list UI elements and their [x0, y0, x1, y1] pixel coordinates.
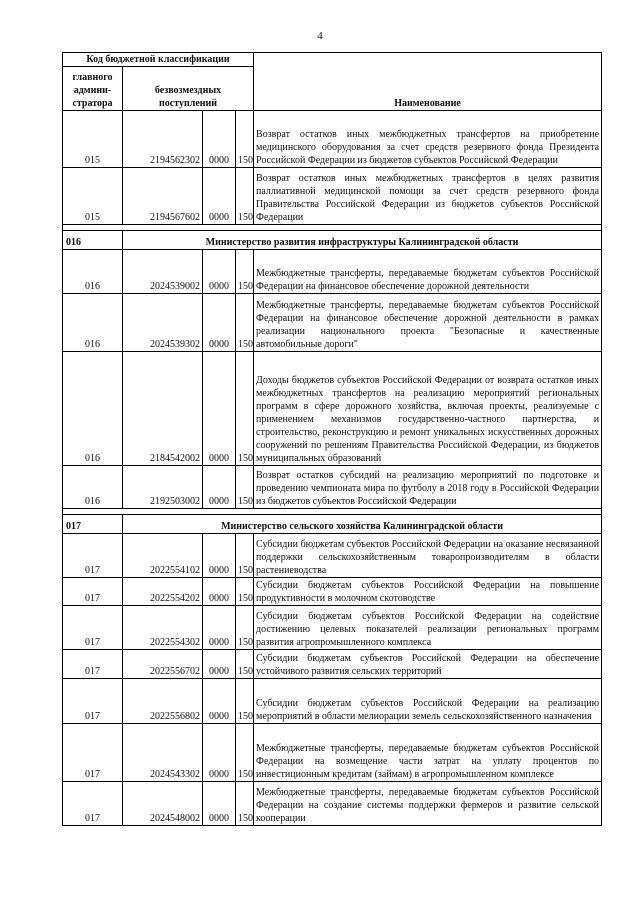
classifier-code-cell: 150 — [236, 466, 254, 509]
program-code-cell: 0000 — [203, 606, 236, 650]
classifier-code-cell: 150 — [236, 168, 254, 225]
program-code-cell: 0000 — [203, 168, 236, 225]
table-row — [63, 168, 602, 225]
name-cell: Субсидии бюджетам субъектов Российской Федерации на реализацию мероприятий в области мелиорации земель сельскохозяйственного назначения — [254, 679, 602, 724]
income-code-cell: 2194562302 — [123, 111, 203, 168]
classifier-code-cell: 150 — [236, 352, 254, 466]
classifier-code-cell: 150 — [236, 534, 254, 578]
income-code-cell: 2022556702 — [123, 650, 203, 679]
section-header-row — [63, 231, 602, 250]
section-title: Министерство развития инфраструктуры Калининградской области — [123, 231, 602, 250]
section-admin-code: 016 — [63, 231, 123, 250]
income-code-cell: 2022556802 — [123, 679, 203, 724]
income-code-cell: 2022554302 — [123, 606, 203, 650]
classifier-code-cell: 150 — [236, 250, 254, 294]
classifier-code-cell: 150 — [236, 606, 254, 650]
income-code-cell: 2184542002 — [123, 352, 203, 466]
admin-code-cell: 017 — [63, 782, 123, 826]
name-cell: Доходы бюджетов субъектов Российской Федерации от возврата остатков иных межбюджетных трансфертов на реализацию мероприятий региональных программ в сфере дорожного хозяйства, включая проекты, реализуемые с применением механизмов государственно-частного партнерства, и строительство, реконструкцию и ремонт уникальных искусственных дорожных сооружений по решениям Правительства Российской Федерации, из бюджетов муниципальных образований — [254, 352, 602, 466]
program-code-cell: 0000 — [203, 650, 236, 679]
table-body — [63, 53, 602, 826]
name-cell: Субсидии бюджетам субъектов Российской Федерации на повышение продуктивности в молочном скотоводстве — [254, 578, 602, 606]
classifier-code-cell: 150 — [236, 782, 254, 826]
table-row — [63, 782, 602, 826]
header-row-group — [63, 53, 602, 67]
header-name-label: Наименование — [254, 53, 602, 111]
name-cell: Межбюджетные трансферты, передаваемые бюджетам субъектов Российской Федерации на создание системы поддержки фермеров и развитие сельской кооперации — [254, 782, 602, 826]
header-income-label: безвозмездных поступлений — [123, 67, 254, 111]
table-row — [63, 111, 602, 168]
income-code-cell: 2022554202 — [123, 578, 203, 606]
header-admin-label: главного админи-стратора — [63, 67, 123, 111]
name-cell: Межбюджетные трансферты, передаваемые бюджетам субъектов Российской Федерации на финансовое обеспечение дорожной деятельности в рамках реализации национального проекта "Безопасные и качественные автомобильные дороги" — [254, 294, 602, 352]
program-code-cell: 0000 — [203, 352, 236, 466]
page-number: 4 — [317, 30, 323, 42]
program-code-cell: 0000 — [203, 294, 236, 352]
classifier-code-cell: 150 — [236, 578, 254, 606]
admin-code-cell: 015 — [63, 168, 123, 225]
admin-code-cell: 016 — [63, 352, 123, 466]
admin-code-cell: 016 — [63, 466, 123, 509]
admin-code-cell: 017 — [63, 679, 123, 724]
admin-code-cell: 017 — [63, 724, 123, 782]
section-admin-code: 017 — [63, 515, 123, 534]
classifier-code-cell: 150 — [236, 679, 254, 724]
program-code-cell: 0000 — [203, 578, 236, 606]
program-code-cell: 0000 — [203, 679, 236, 724]
classifier-code-cell: 150 — [236, 111, 254, 168]
table-row — [63, 352, 602, 466]
admin-code-cell: 017 — [63, 650, 123, 679]
table-row — [63, 578, 602, 606]
name-cell: Субсидии бюджетам субъектов Российской Федерации на оказание несвязанной поддержки сельскохозяйственным товаропроизводителям в области растениеводства — [254, 534, 602, 578]
table-row — [63, 294, 602, 352]
name-cell: Возврат остатков субсидий на реализацию мероприятий по подготовке и проведению чемпионата мира по футболу в 2018 году в Российской Федерации из бюджетов субъектов Российской Федерации — [254, 466, 602, 509]
program-code-cell: 0000 — [203, 782, 236, 826]
classifier-code-cell: 150 — [236, 650, 254, 679]
income-code-cell: 2194567602 — [123, 168, 203, 225]
classifier-code-cell: 150 — [236, 724, 254, 782]
income-code-cell: 2024539002 — [123, 250, 203, 294]
table-row — [63, 679, 602, 724]
classifier-code-cell: 150 — [236, 294, 254, 352]
budget-classification-table — [62, 52, 602, 826]
name-cell: Возврат остатков иных межбюджетных трансфертов в целях развития паллиативной медицинской помощи за счет средств резервного фонда Правительства Российской Федерации из бюджетов субъектов Российской Федерации — [254, 168, 602, 225]
program-code-cell: 0000 — [203, 111, 236, 168]
name-cell: Межбюджетные трансферты, передаваемые бюджетам субъектов Российской Федерации на возмещение части затрат на уплату процентов по инвестиционным кредитам (займам) в агропромышленном комплексе — [254, 724, 602, 782]
program-code-cell: 0000 — [203, 534, 236, 578]
admin-code-cell: 017 — [63, 606, 123, 650]
income-code-cell: 2024539302 — [123, 294, 203, 352]
income-code-cell: 2192503002 — [123, 466, 203, 509]
table-row — [63, 650, 602, 679]
name-cell: Возврат остатков иных межбюджетных трансфертов на приобретение медицинского оборудования за счет средств резервного фонда Президента Российской Федерации из бюджетов субъектов Российской Федерации — [254, 111, 602, 168]
table-row — [63, 250, 602, 294]
table-row — [63, 534, 602, 578]
admin-code-cell: 017 — [63, 534, 123, 578]
program-code-cell: 0000 — [203, 724, 236, 782]
section-header-row — [63, 515, 602, 534]
income-code-cell: 2024543302 — [123, 724, 203, 782]
name-cell: Субсидии бюджетам субъектов Российской Федерации на содействие достижению целевых показателей реализации региональных программ развития агропромышленного комплекса — [254, 606, 602, 650]
header-group-label: Код бюджетной классификации — [63, 53, 254, 67]
section-title: Министерство сельского хозяйства Калининградской области — [123, 515, 602, 534]
income-code-cell: 2024548002 — [123, 782, 203, 826]
program-code-cell: 0000 — [203, 250, 236, 294]
table-row — [63, 724, 602, 782]
admin-code-cell: 016 — [63, 294, 123, 352]
program-code-cell: 0000 — [203, 466, 236, 509]
name-cell: Межбюджетные трансферты, передаваемые бюджетам субъектов Российской Федерации на финансовое обеспечение дорожной деятельности — [254, 250, 602, 294]
table-row — [63, 606, 602, 650]
table-row — [63, 466, 602, 509]
admin-code-cell: 017 — [63, 578, 123, 606]
income-code-cell: 2022554102 — [123, 534, 203, 578]
name-cell: Субсидии бюджетам субъектов Российской Федерации на обеспечение устойчивого развития сельских территорий — [254, 650, 602, 679]
admin-code-cell: 015 — [63, 111, 123, 168]
admin-code-cell: 016 — [63, 250, 123, 294]
